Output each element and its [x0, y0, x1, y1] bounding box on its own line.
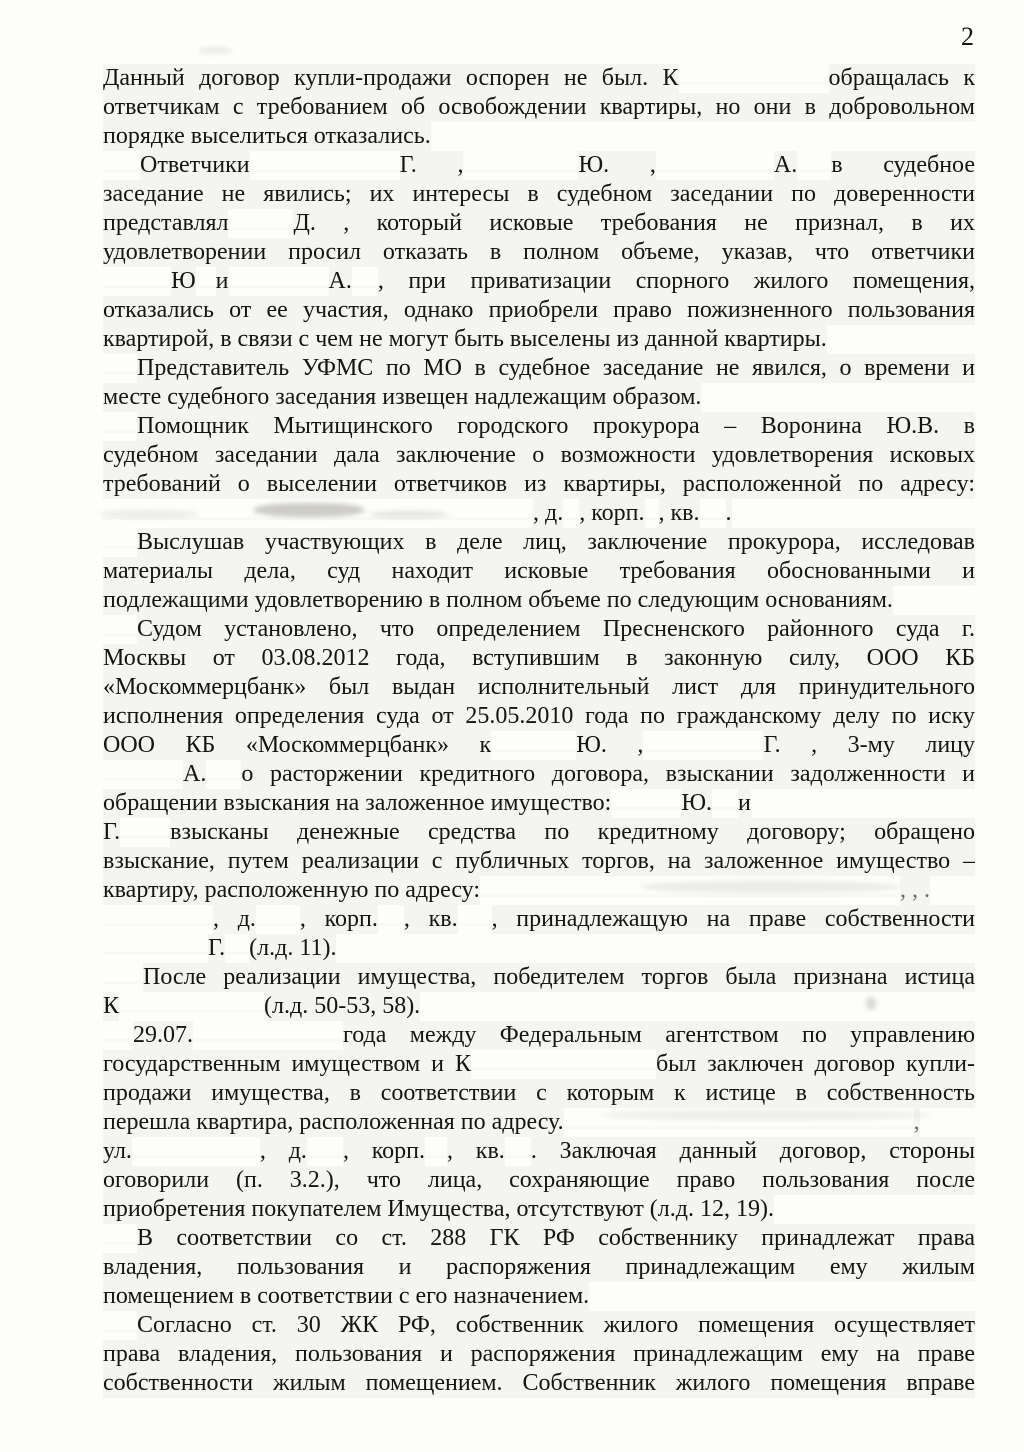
text-line — [103, 847, 975, 876]
text-line — [103, 1050, 975, 1079]
redaction-gap — [700, 517, 726, 520]
text-run: требований о выселении ответчиков из квартиры, расположенной по адресу: — [103, 471, 975, 497]
text-run: в судебное — [831, 152, 975, 178]
redaction-gap — [228, 227, 293, 230]
text-run: продажи имущества, в соответствии с которым к истице в собственность — [103, 1080, 975, 1106]
text-run: . — [725, 500, 732, 526]
text-run: обращении взыскания на заложенное имущество: — [103, 790, 612, 816]
redaction-gap — [352, 285, 378, 288]
scan-smudge — [866, 997, 876, 1010]
text-run: , д. — [259, 1138, 307, 1164]
text-run: государственным имуществом и К — [103, 1051, 471, 1077]
text-run: Г. — [103, 819, 121, 845]
text-run: , при приватизации спорного жилого помещения, — [377, 268, 975, 294]
text-run: перешла квартира, расположенная по адресу. — [103, 1109, 564, 1135]
text-run: месте судебного заседания извещен надлежащим образом. — [103, 384, 702, 410]
text-line — [103, 1079, 975, 1108]
text-run: Ю — [171, 268, 196, 294]
text-line — [103, 1224, 975, 1253]
text-run: и — [737, 790, 751, 816]
text-line — [103, 267, 975, 296]
scan-smudge — [100, 510, 198, 518]
redaction-gap — [103, 372, 137, 375]
text-run: собственности жилым помещением. Собственник жилого помещения вправе — [103, 1370, 975, 1396]
redaction-gap — [229, 285, 329, 288]
text-run: Г. , 3-му лицу — [763, 732, 975, 758]
redaction-gap — [119, 1010, 264, 1013]
text-run: «Москоммерцбанк» был выдан исполнительный лист для принудительного — [103, 674, 975, 700]
text-run: , корп. — [579, 500, 645, 526]
text-line — [103, 499, 975, 528]
text-line — [103, 702, 975, 731]
text-run: А. — [183, 761, 207, 787]
text-line — [103, 905, 975, 934]
redaction-gap — [712, 807, 738, 810]
text-run: приобретения покупателем Имущества, отсутствуют (л.д. 12, 19). — [103, 1196, 774, 1222]
text-line — [103, 963, 975, 992]
text-run: ул. — [103, 1138, 132, 1164]
redaction-gap — [378, 923, 404, 926]
text-run: А. — [773, 152, 798, 178]
redaction-gap — [307, 1155, 343, 1158]
text-run: Ю. , — [578, 152, 656, 178]
text-run: заседание не явились; их интересы в судебном заседании по доверенности — [103, 181, 975, 207]
text-run: и — [215, 268, 229, 294]
text-line — [103, 93, 975, 122]
document-text-block — [103, 64, 975, 1398]
redaction-gap — [103, 981, 143, 984]
text-line — [103, 383, 975, 412]
text-run: Согласно ст. 30 ЖК РФ, собственник жилого помещения осуществляет — [137, 1312, 975, 1338]
text-run: (л.д. 50-53, 58). — [264, 993, 421, 1019]
redaction-gap — [120, 836, 170, 839]
text-run: материалы дела, суд находит исковые требования обоснованными и — [103, 558, 975, 584]
text-run: ответчикам с требованием об освобождении квартиры, но они в добровольном — [103, 94, 975, 120]
text-line — [103, 528, 975, 557]
redaction-gap — [103, 1039, 133, 1042]
text-run: 29.07. — [133, 1022, 193, 1048]
text-line — [103, 644, 975, 673]
text-line — [103, 557, 975, 586]
text-line — [103, 151, 975, 180]
text-run: Д. , который исковые требования не признал, в их — [293, 210, 975, 236]
redaction-gap — [103, 778, 183, 781]
text-run: Г. — [208, 935, 226, 961]
redaction-gap — [103, 923, 213, 926]
text-run: помещением в соответствии с его назначением. — [103, 1283, 590, 1309]
text-run: Г. , — [399, 152, 464, 178]
text-run: Данный договор купли-продажи оспорен не был. К — [103, 65, 679, 91]
text-run: обращалась к — [828, 65, 975, 91]
text-line — [103, 441, 975, 470]
text-run: удовлетворении просил отказать в полном объеме, указав, что ответчики — [103, 239, 975, 265]
text-line — [103, 1253, 975, 1282]
redaction-gap — [256, 923, 300, 926]
text-line — [103, 1021, 975, 1050]
text-run: , корп. — [299, 906, 378, 932]
text-line — [103, 731, 975, 760]
redaction-gap — [225, 952, 249, 955]
text-run: , принадлежащую на праве собственности — [491, 906, 975, 932]
text-line — [103, 1137, 975, 1166]
text-run: владения, пользования и распоряжения принадлежащим ему жилым — [103, 1254, 975, 1280]
redaction-gap — [103, 1329, 137, 1332]
text-run: , д. — [213, 906, 256, 932]
text-run: , кв. — [447, 1138, 505, 1164]
scan-smudge — [198, 47, 232, 54]
text-line — [103, 992, 975, 1021]
text-run: порядке выселиться отказались. — [103, 123, 431, 149]
text-run: судебном заседании дала заключение о возможности удовлетворения исковых — [103, 442, 975, 468]
redaction-gap — [103, 1242, 137, 1245]
text-run: (л.д. 11). — [249, 935, 337, 961]
text-line — [103, 1369, 975, 1398]
redaction-gap — [564, 1126, 914, 1129]
text-run: , — [913, 1109, 920, 1135]
text-run: , , . — [900, 877, 931, 903]
redaction-gap — [193, 1039, 343, 1042]
redaction-gap — [656, 169, 774, 172]
text-run: квартиру, расположенную по адресу: — [103, 877, 481, 903]
text-run: взысканы денежные средства по кредитному договору; обращено — [170, 819, 975, 845]
text-line — [103, 789, 975, 818]
text-run: права владения, пользования и распоряжения принадлежащим ему на праве — [103, 1341, 975, 1367]
text-run: А. — [328, 268, 352, 294]
redaction-gap — [103, 952, 208, 955]
redaction-gap — [425, 1155, 447, 1158]
text-run: Помощник Мытищинского городского прокурора – Воронина Ю.В. в — [137, 413, 975, 439]
text-run: Ю. — [681, 790, 712, 816]
redaction-gap — [797, 169, 831, 172]
text-run: ООО КБ «Москоммерцбанк» к — [103, 732, 492, 758]
redaction-gap — [491, 749, 576, 752]
text-line — [103, 354, 975, 383]
redaction-gap — [463, 169, 578, 172]
redaction-gap — [643, 749, 763, 752]
text-line — [103, 760, 975, 789]
text-line — [103, 1195, 975, 1224]
text-run: о расторжении кредитного договора, взыскании задолженности и — [241, 761, 975, 787]
redaction-gap — [103, 546, 137, 549]
text-run: Ответчики — [140, 152, 250, 178]
text-run: был заключен договор купли- — [655, 1051, 975, 1077]
text-line — [103, 325, 975, 354]
text-line — [103, 586, 975, 615]
text-line — [103, 934, 975, 963]
scan-smudge — [640, 881, 900, 893]
text-run: Представитель УФМС по МО в судебное заседание не явился, о времени и — [137, 355, 975, 381]
text-run: оговорили (п. 3.2.), что лица, сохраняющие право пользования после — [103, 1167, 975, 1193]
redaction-gap — [563, 517, 579, 520]
text-line — [103, 238, 975, 267]
scan-smudge — [600, 1110, 930, 1120]
text-run: . Заключая данный договор, стороны — [530, 1138, 975, 1164]
text-line — [103, 1166, 975, 1195]
text-run: , корп. — [342, 1138, 426, 1164]
scan-smudge — [370, 511, 448, 518]
text-line — [103, 64, 975, 93]
text-run: Москвы от 03.08.2012 года, вступившим в законную силу, ООО КБ — [103, 645, 975, 671]
text-run: исполнения определения суда от 25.05.2010 года по гражданскому делу по иску — [103, 703, 975, 729]
text-line — [103, 818, 975, 847]
page-number: 2 — [961, 22, 974, 51]
scan-smudge — [253, 503, 365, 517]
redaction-gap — [458, 923, 492, 926]
text-run: Ю. , — [576, 732, 644, 758]
redaction-gap — [206, 778, 241, 781]
redaction-gap — [196, 285, 216, 288]
redaction-gap — [645, 517, 659, 520]
text-run: , д. — [533, 500, 564, 526]
text-run: представлял — [103, 210, 229, 236]
text-line — [103, 296, 975, 325]
text-line — [103, 412, 975, 441]
text-run: После реализации имущества, победителем торгов была признана истица — [143, 964, 975, 990]
text-run: К — [103, 993, 120, 1019]
text-line — [103, 470, 975, 499]
redaction-gap — [611, 807, 681, 810]
text-run: года между Федеральным агентством по управлению — [343, 1022, 975, 1048]
redaction-gap — [103, 169, 140, 172]
redaction-gap — [480, 894, 900, 897]
text-run: , кв. — [403, 906, 458, 932]
text-run: Выслушав участвующих в деле лиц, заключение прокурора, исследовав — [137, 529, 975, 555]
redaction-gap — [679, 82, 829, 85]
text-line — [103, 1311, 975, 1340]
text-line — [103, 615, 975, 644]
text-line — [103, 180, 975, 209]
text-run: квартирой, в связи с чем не могут быть выселены из данной квартиры. — [103, 326, 827, 352]
redaction-gap — [103, 430, 137, 433]
text-run: отказались от ее участия, однако приобрели право пожизненного пользования — [103, 297, 975, 323]
redaction-gap — [505, 1155, 531, 1158]
text-run: В соответствии со ст. 288 ГК РФ собственнику принадлежат права — [137, 1225, 975, 1251]
redaction-gap — [103, 633, 137, 636]
redaction-gap — [103, 285, 171, 288]
text-line — [103, 122, 975, 151]
text-run: взыскание, путем реализации с публичных торгов, на заложенное имущество – — [103, 848, 975, 874]
redaction-gap — [250, 169, 400, 172]
text-line — [103, 673, 975, 702]
redaction-gap — [132, 1155, 260, 1158]
text-run: Судом установлено, что определением Пресненского районного суда г. — [137, 616, 975, 642]
text-line — [103, 209, 975, 238]
text-line — [103, 1282, 975, 1311]
redaction-gap — [471, 1068, 656, 1071]
text-run: подлежащими удовлетворению в полном объеме по следующим основаниям. — [103, 587, 893, 613]
text-line — [103, 1340, 975, 1369]
text-run: , кв. — [658, 500, 700, 526]
